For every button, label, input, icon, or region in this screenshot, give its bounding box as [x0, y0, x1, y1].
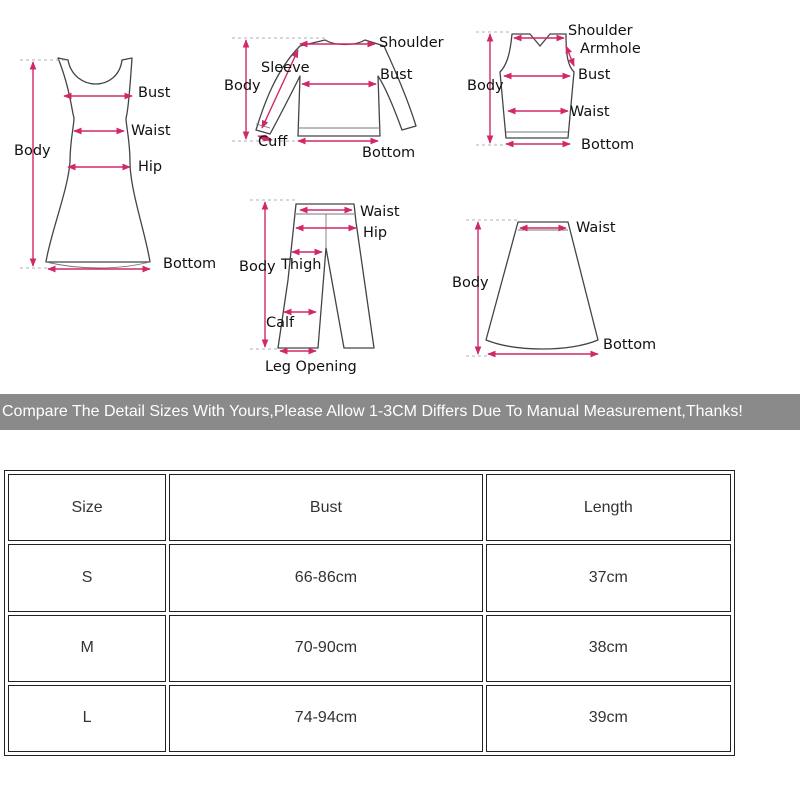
- top-sleeve-label: Sleeve: [261, 60, 310, 76]
- vest-armhole-label: Armhole: [580, 41, 641, 57]
- length-cell: 39cm: [486, 685, 731, 752]
- top-bust-label: Bust: [380, 67, 413, 83]
- measurement-diagram: [0, 0, 800, 390]
- size-cell: S: [8, 544, 166, 611]
- dress-bottom-label: Bottom: [163, 256, 217, 272]
- bust-cell: 74-94cm: [169, 685, 482, 752]
- table-row: [8, 685, 731, 752]
- vest-diagram: [467, 23, 641, 153]
- top-body-label: Body: [224, 78, 261, 94]
- notice-text: Compare The Detail Sizes With Yours,Please Allow 1-3CM Differs Due To Manual Measurement,Thanks!: [2, 403, 743, 420]
- header-size: Size: [8, 474, 166, 541]
- top-diagram: [224, 35, 444, 161]
- top-shoulder-label: Shoulder: [379, 35, 444, 51]
- length-cell: 37cm: [486, 544, 731, 611]
- dress-waist-label: Waist: [131, 123, 171, 139]
- dress-diagram: [14, 58, 216, 272]
- header-length: Length: [486, 474, 731, 541]
- pants-hip-label: Hip: [363, 225, 388, 241]
- bust-cell: 70-90cm: [169, 615, 482, 682]
- size-table: [4, 470, 735, 756]
- top-cuff-label: Cuff: [258, 134, 288, 150]
- pants-body-label: Body: [239, 259, 276, 275]
- dress-body-label: Body: [14, 143, 51, 159]
- pants-calf-label: Calf: [266, 315, 295, 331]
- table-row: [8, 544, 731, 611]
- dress-outline: [46, 58, 150, 262]
- dress-hip-label: Hip: [138, 159, 163, 175]
- vest-bottom-label: Bottom: [581, 137, 635, 153]
- vest-shoulder-label: Shoulder: [568, 23, 633, 39]
- pants-waist-label: Waist: [360, 204, 400, 220]
- vest-body-label: Body: [467, 78, 504, 94]
- top-bottom-label: Bottom: [362, 145, 416, 161]
- size-cell: M: [8, 615, 166, 682]
- header-bust: Bust: [169, 474, 482, 541]
- skirt-outline: [486, 222, 598, 349]
- table-row: [8, 615, 731, 682]
- vest-outline: [500, 34, 574, 138]
- skirt-waist-label: Waist: [576, 220, 616, 236]
- pants-leg-opening-label: Leg Opening: [265, 359, 357, 375]
- vest-waist-label: Waist: [570, 104, 610, 120]
- bust-cell: 66-86cm: [169, 544, 482, 611]
- skirt-diagram: [452, 220, 656, 356]
- dress-bust-label: Bust: [138, 85, 171, 101]
- skirt-body-label: Body: [452, 275, 489, 291]
- vest-bust-label: Bust: [578, 67, 611, 83]
- length-cell: 38cm: [486, 615, 731, 682]
- notice-bar: [0, 394, 800, 430]
- table-header-row: [8, 474, 731, 541]
- size-cell: L: [8, 685, 166, 752]
- skirt-bottom-label: Bottom: [603, 337, 657, 353]
- pants-thigh-label: Thigh: [281, 257, 322, 273]
- pants-diagram: [239, 200, 400, 375]
